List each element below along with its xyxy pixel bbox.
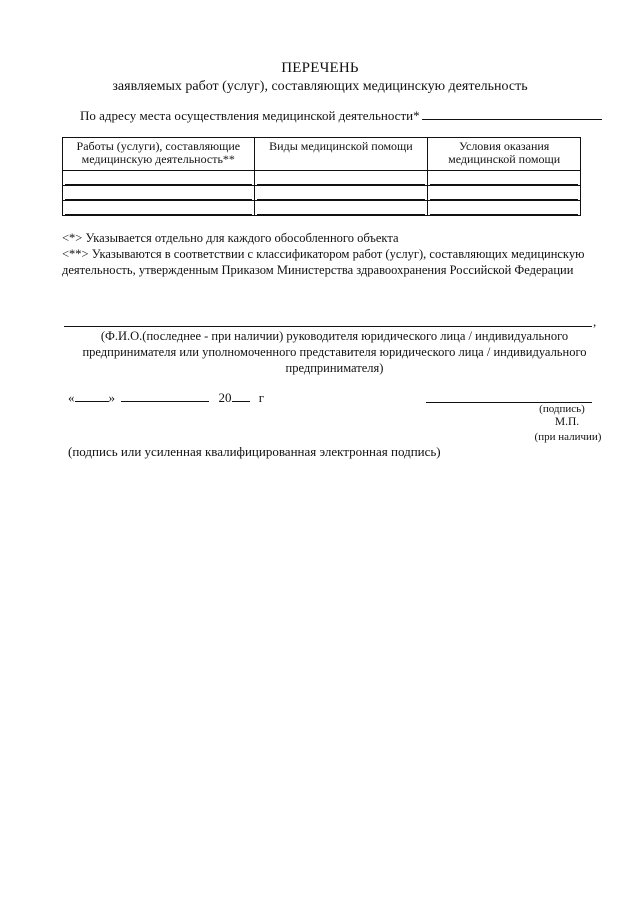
date-close-quote: » [108, 390, 115, 405]
address-blank-line[interactable] [422, 107, 602, 120]
stamp-label: М.П. [554, 416, 580, 428]
table-cell[interactable] [63, 201, 255, 216]
column-header-care-types: Виды медицинской помощи [254, 138, 428, 171]
cell-blank-line [430, 201, 578, 215]
table-cell[interactable] [428, 186, 581, 201]
table-cell[interactable] [63, 186, 255, 201]
date-year-suffix: г [258, 390, 265, 405]
works-table [62, 137, 581, 216]
fio-caption: (Ф.И.О.(последнее - при наличии) руководителя юридического лица / индивидуального предпринимателя или уполномоченного представителя юридического лица / индивидуального предпринимателя) [82, 329, 587, 375]
footnotes [62, 230, 607, 278]
cell-blank-line [257, 171, 426, 185]
footnote-2: <**> Указываются в соответствии с классификатором работ (услуг), составляющих медицинскую деятельность, утвержденным Приказом Министерства здравоохранения Российской Федерации [62, 247, 585, 277]
cell-blank-line [257, 186, 426, 200]
document-subtitle: заявляемых работ (услуг), составляющих медицинскую деятельность [112, 79, 528, 94]
table-header-row [63, 138, 581, 171]
cell-blank-line [65, 201, 252, 215]
cell-blank-line [65, 186, 252, 200]
cell-blank-line [65, 171, 252, 185]
footnote-1: <*> Указывается отдельно для каждого обособленного объекта [62, 231, 399, 245]
table-cell[interactable] [254, 201, 428, 216]
table-row [63, 201, 581, 216]
electronic-signature-caption: (подпись или усиленная квалифицированная электронная подпись) [68, 444, 441, 459]
table-cell[interactable] [254, 171, 428, 186]
table-cell[interactable] [428, 171, 581, 186]
address-field [80, 107, 602, 124]
date-year-blank[interactable] [232, 389, 250, 402]
fio-comma: , [593, 314, 597, 329]
address-label: По адресу места осуществления медицинской деятельности* [80, 108, 420, 123]
date-open-quote: « [68, 390, 75, 405]
table-cell[interactable] [428, 201, 581, 216]
table-cell[interactable] [254, 186, 428, 201]
date-month-blank[interactable] [121, 389, 209, 402]
table-cell[interactable] [63, 171, 255, 186]
date-field [68, 389, 264, 406]
cell-blank-line [257, 201, 426, 215]
cell-blank-line [430, 186, 578, 200]
stamp-note: (при наличии) [534, 431, 602, 443]
signature-caption: (подпись) [539, 403, 585, 415]
table-row [63, 171, 581, 186]
table-row [63, 186, 581, 201]
column-header-care-conditions: Условия оказания медицинской помощи [428, 138, 581, 171]
cell-blank-line [430, 171, 578, 185]
date-year-prefix: 20 [218, 390, 232, 405]
signature-blank-line[interactable] [426, 388, 592, 403]
fio-blank-line[interactable] [64, 312, 592, 327]
column-header-works: Работы (услуги), составляющие медицинскую деятельность** [63, 138, 255, 171]
date-day-blank[interactable] [75, 389, 109, 402]
document-title: ПЕРЕЧЕНЬ [281, 60, 359, 76]
